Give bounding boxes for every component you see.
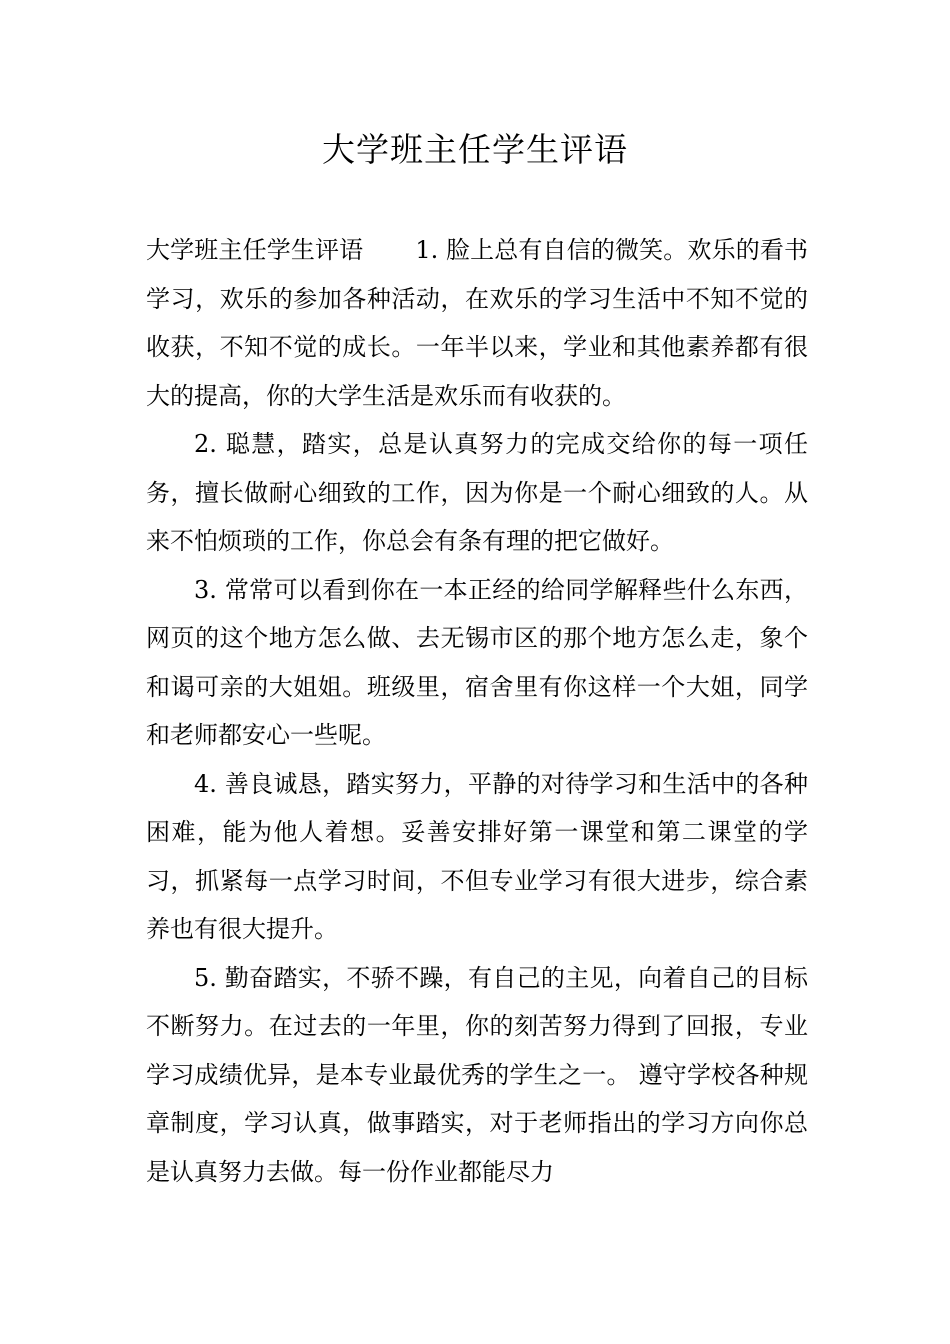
lead-label: 大学班主任学生评语 — [146, 236, 364, 264]
document-body — [146, 226, 808, 1196]
paragraph-1-text: 1. 脸上总有自信的微笑。欢乐的看书学习，欢乐的参加各种活动，在欢乐的学习生活中不知不觉的收获，不知不觉的成长。一年半以来，学业和其他素养都有很大的提高，你的大学生活是欢乐而有收获的。 — [146, 236, 809, 410]
paragraph-4: 4. 善良诚恳，踏实努力，平静的对待学习和生活中的各种困难，能为他人着想。妥善安排好第一课堂和第二课堂的学习，抓紧每一点学习时间，不但专业学习有很大进步，综合素养也有很大提升。 — [146, 769, 808, 943]
paragraph-3: 3. 常常可以看到你在一本正经的给同学解释些什么东西，网页的这个地方怎么做、去无锡市区的那个地方怎么走，象个和谒可亲的大姐姐。班级里，宿舍里有你这样一个大姐，同学和老师都安心一些呢。 — [146, 575, 808, 749]
paragraph-1 — [146, 226, 808, 420]
paragraph-2: 2. 聪慧，踏实，总是认真努力的完成交给你的每一项任务，擅长做耐心细致的工作，因为你是一个耐心细致的人。从来不怕烦琐的工作，你总会有条有理的把它做好。 — [146, 430, 808, 555]
paragraph-5: 5. 勤奋踏实，不骄不躁，有自己的主见，向着自己的目标不断努力。在过去的一年里，你的刻苦努力得到了回报，专业学习成绩优异，是本专业最优秀的学生之一。 遵守学校各种规章制度，学习认真，做事踏实，对于老师指出的学习方向你总是认真努力去做。每一份作业都能尽力 — [146, 963, 808, 1186]
document-title: 大学班主任学生评语 — [322, 130, 628, 169]
